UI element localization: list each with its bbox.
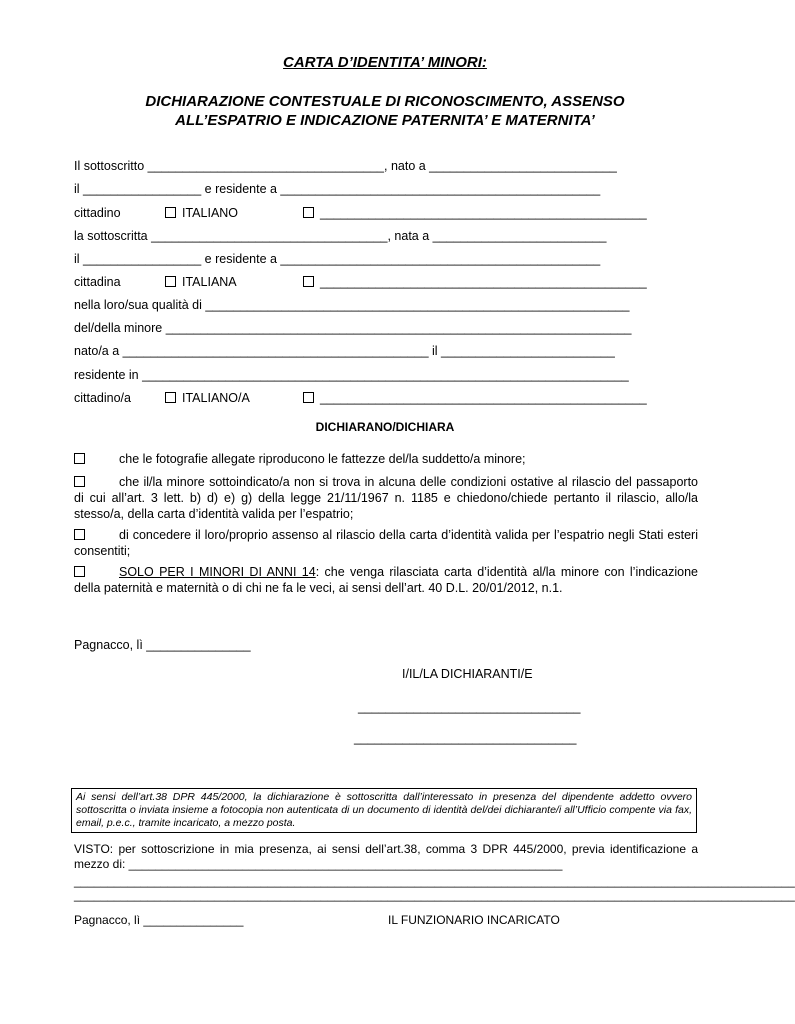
declaration-item-2: che il/la minore sottoindicato/a non si trova in alcuna delle condizioni ostative al rilascio del passaporto di cui all’art. 3 lett. b) d) e) g) della legge 21/11/1967 n. 1185 e chiedono/chiede pertanto il rilascio, allo/la stesso/a, della carta d’identità valida per l’espatrio; [74,475,698,521]
checkbox-icon[interactable] [165,392,176,403]
other-nationality-option-1[interactable]: _______________________________________________ [303,205,647,221]
identification-line-1[interactable]: ____________________________________________________________________________________________________________ [74,874,795,888]
dichiaranti-label: I/IL/LA DICHIARANTI/E [402,667,533,681]
checkbox-icon[interactable] [303,276,314,287]
sottoscritta-field[interactable]: la sottoscritta __________________________________, nata a _________________________ [74,229,607,243]
checkbox-icon[interactable] [74,476,85,487]
signature-line-1[interactable]: ________________________________ [358,700,581,714]
place-date-field-1[interactable]: Pagnacco, lì _______________ [74,638,251,652]
funzionario-label: IL FUNZIONARIO INCARICATO [388,913,560,927]
checkbox-icon[interactable] [303,207,314,218]
declaration-item-3: di concedere il loro/proprio assenso al rilascio della carta d’identità valida per l’espatrio negli Stati esteri consentiti; [74,528,698,558]
minori-14-label: SOLO PER I MINORI DI ANNI 14 [119,565,316,579]
qualita-field[interactable]: nella loro/sua qualità di _____________________________________________________________ [74,298,630,312]
checkbox-icon[interactable] [74,529,85,540]
cittadino-a-row [74,390,698,406]
subtitle-line-1: DICHIARAZIONE CONTESTUALE DI RICONOSCIMENTO, ASSENSO [145,93,625,110]
dichiarano-heading: DICHIARANO/DICHIARA [315,420,455,434]
checkbox-icon[interactable] [74,566,85,577]
italiano-a-option[interactable]: ITALIANO/A [165,390,250,406]
place-date-field-2[interactable]: Pagnacco, lì _______________ [74,913,244,927]
cittadino-label: cittadino [74,206,121,220]
visto-text: VISTO: per sottoscrizione in mia presenza, ai sensi dell’art.38, comma 3 DPR 445/2000, previa identificazione a mezzo di: _________________________________________________________________ [74,842,698,871]
subtitle-line-2: ALL’ESPATRIO E INDICAZIONE PATERNITA’ E MATERNITA’ [175,112,595,129]
declaration-item-4: SOLO PER I MINORI DI ANNI 14: che venga rilasciata carta d’identità al/la minore con l’indicazione della paternità e maternità o di chi ne fa le veci, ai sensi dell’art. 40 D.L. 20/01/2012, n.1. [74,565,698,595]
document-subtitle [0,92,770,130]
checkbox-icon[interactable] [165,276,176,287]
cittadino-a-label: cittadino/a [74,391,131,405]
nato-a-field[interactable]: nato/a a ____________________________________________ il _________________________ [74,344,615,358]
other-nationality-option-3[interactable]: _______________________________________________ [303,390,647,406]
signature-line-2[interactable]: ________________________________ [354,731,577,745]
checkbox-icon[interactable] [303,392,314,403]
identification-line-2[interactable]: ____________________________________________________________________________________________________________ [74,888,795,902]
declaration-item-1: che le fotografie allegate riproducono le fattezze del/la suddetto/a minore; [74,451,698,467]
cittadina-row [74,274,698,290]
residente-field-2[interactable]: il _________________ e residente a ______________________________________________ [74,252,601,266]
other-nationality-option-2[interactable]: _______________________________________________ [303,274,647,290]
sottoscritto-field[interactable]: Il sottoscritto __________________________________, nato a ___________________________ [74,159,617,173]
cittadina-label: cittadina [74,275,121,289]
document-title: CARTA D’IDENTITA’ MINORI: [283,54,487,71]
italiana-option[interactable]: ITALIANA [165,274,237,290]
legal-notice-box: Ai sensi dell’art.38 DPR 445/2000, la dichiarazione è sottoscritta dall’interessato in presenza del dipendente addetto ovvero sottoscritta o inviata insieme a fotocopia non autenticata di un documento di identità del/dei dichiarante/i all’Ufficio compente via fax, email, p.e.c., tramite incaricato, a mezzo posta. [71,788,697,833]
italiano-option[interactable]: ITALIANO [165,205,238,221]
residente-in-field[interactable]: residente in ______________________________________________________________________ [74,368,629,382]
residente-field-1[interactable]: il _________________ e residente a ______________________________________________ [74,182,601,196]
cittadino-row [74,205,698,221]
minore-field[interactable]: del/della minore ___________________________________________________________________ [74,321,632,335]
checkbox-icon[interactable] [74,453,85,464]
checkbox-icon[interactable] [165,207,176,218]
